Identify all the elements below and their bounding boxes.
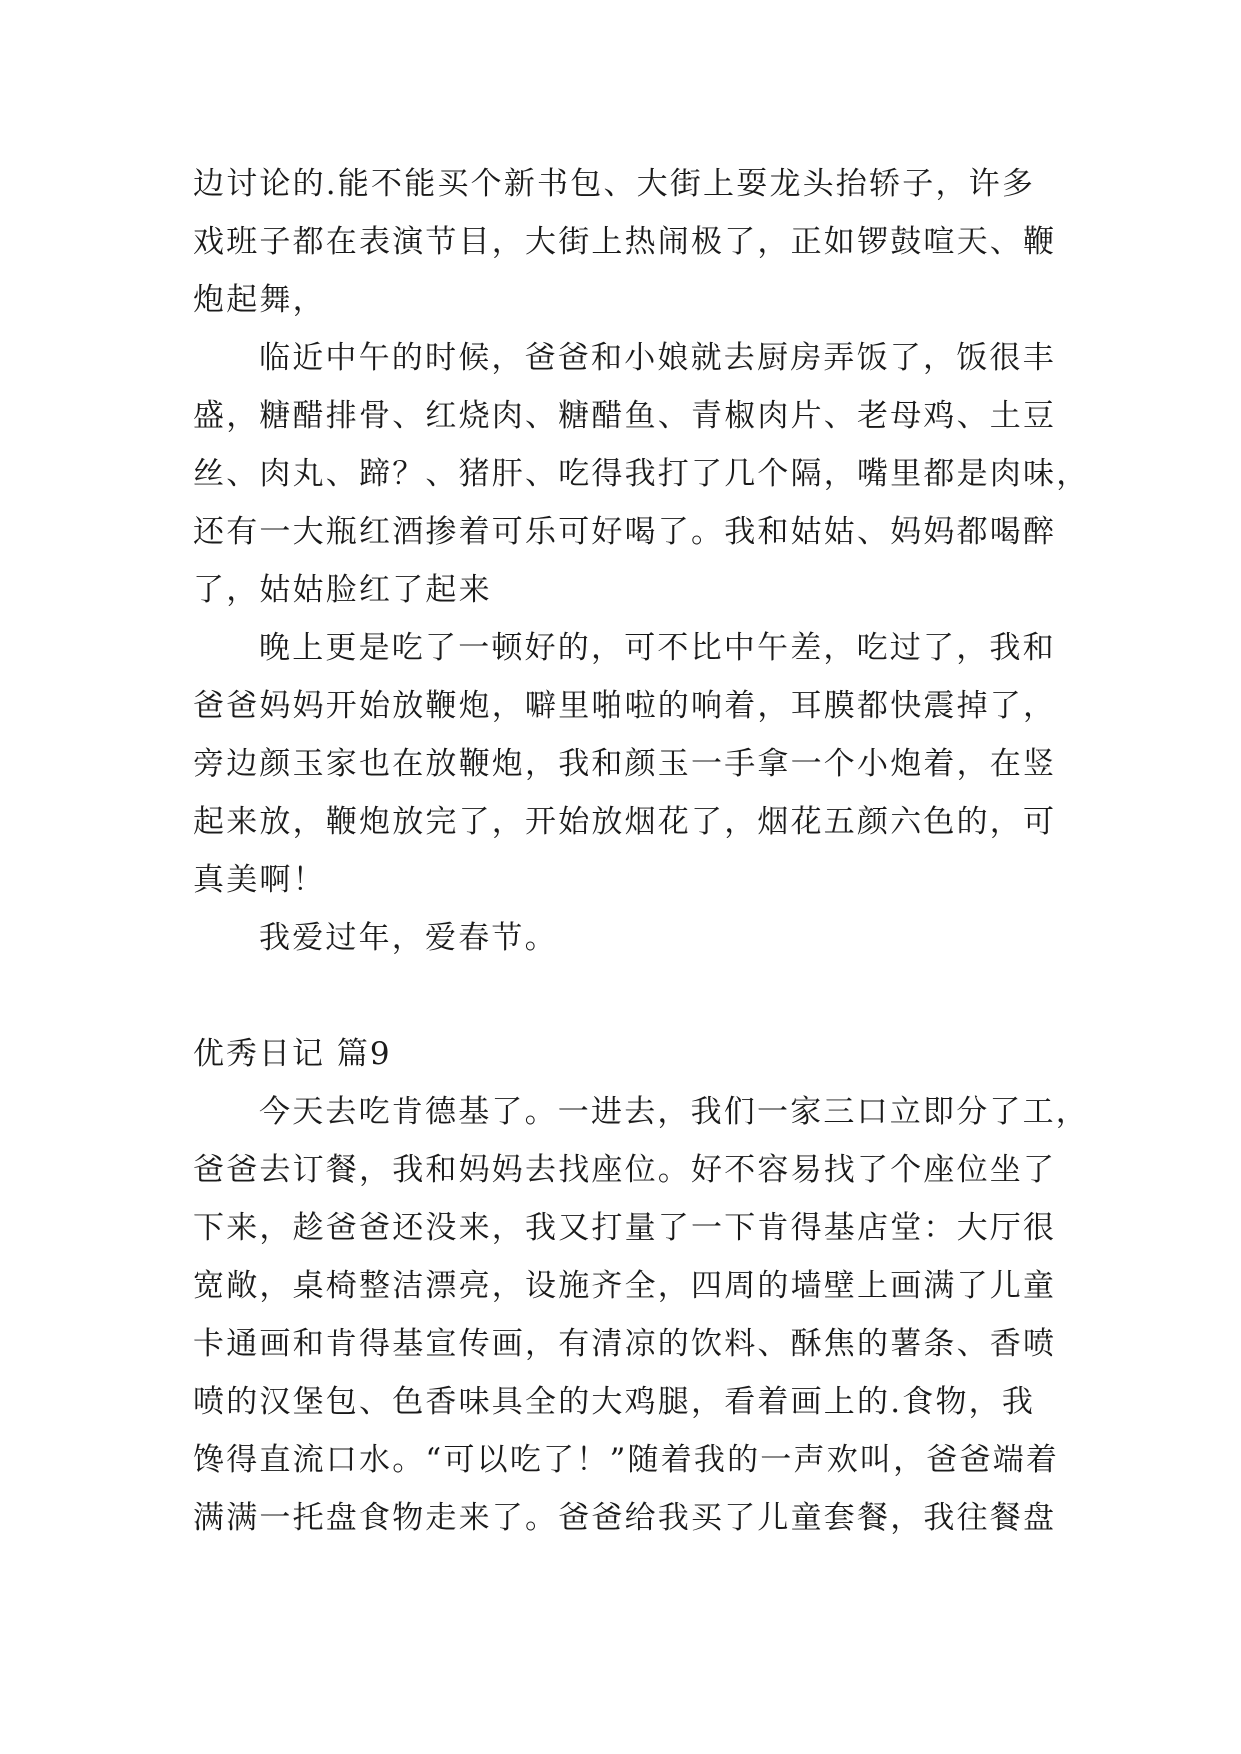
- paragraph-3: [193, 619, 1063, 909]
- text-line: 馋得直流口水。“可以吃了！”随着我的一声欢叫，爸爸端着: [193, 1442, 1060, 1478]
- text-line: 还有一大瓶红酒掺着可乐可好喝了。我和姑姑、妈妈都喝醉: [193, 514, 1057, 550]
- text-line: 戏班子都在表演节目，大街上热闹极了，正如锣鼓喧天、鞭: [193, 224, 1057, 260]
- text-line: 丝、肉丸、蹄？、猪肝、吃得我打了几个隔，嘴里都是肉味，: [193, 456, 1090, 492]
- section-title: 优秀日记 篇9: [193, 1036, 392, 1072]
- section-paragraph-1: [193, 1083, 1089, 1547]
- text-line: 满满一托盘食物走来了。爸爸给我买了儿童套餐，我往餐盘: [193, 1500, 1057, 1536]
- text-line: 今天去吃肯德基了。一进去，我们一家三口立即分了工，: [259, 1094, 1089, 1130]
- text-line: 爸爸去订餐，我和妈妈去找座位。好不容易找了个座位坐了: [193, 1152, 1057, 1188]
- text-line: 我爱过年，爱春节。: [259, 920, 558, 956]
- section-body: [193, 1083, 1089, 1547]
- text-line: 宽敞，桌椅整洁漂亮，设施齐全，四周的墙壁上画满了儿童: [193, 1268, 1057, 1304]
- text-line: 晚上更是吃了一顿好的，可不比中午差，吃过了，我和: [259, 630, 1056, 666]
- paragraph-4: [193, 909, 1063, 967]
- text-line: 边讨论的.能不能买个新书包、大街上耍龙头抬轿子，许多: [193, 166, 1036, 202]
- paragraph-1: [193, 155, 1063, 329]
- paragraph-2: [193, 329, 1090, 619]
- text-line: 卡通画和肯得基宣传画，有清凉的饮料、酥焦的薯条、香喷: [193, 1326, 1057, 1362]
- text-line: 喷的汉堡包、色香味具全的大鸡腿，看着画上的.食物，我: [193, 1384, 1036, 1420]
- text-line: 真美啊！: [193, 862, 326, 898]
- text-line: 起来放，鞭炮放完了，开始放烟花了，烟花五颜六色的，可: [193, 804, 1057, 840]
- article-body: [193, 155, 1090, 967]
- text-line: 旁边颜玉家也在放鞭炮，我和颜玉一手拿一个小炮着，在竖: [193, 746, 1057, 782]
- text-line: 盛，糖醋排骨、红烧肉、糖醋鱼、青椒肉片、老母鸡、土豆: [193, 398, 1057, 434]
- document-page: [193, 155, 1090, 1547]
- text-line: 临近中午的时候，爸爸和小娘就去厨房弄饭了，饭很丰: [259, 340, 1056, 376]
- text-line: 爸爸妈妈开始放鞭炮，噼里啪啦的响着，耳膜都快震掉了，: [193, 688, 1057, 724]
- section-spacer: [193, 967, 1063, 1025]
- text-line: 下来，趁爸爸还没来，我又打量了一下肯得基店堂：大厅很: [193, 1210, 1057, 1246]
- text-line: 炮起舞，: [193, 282, 326, 318]
- text-line: 了，姑姑脸红了起来: [193, 572, 492, 608]
